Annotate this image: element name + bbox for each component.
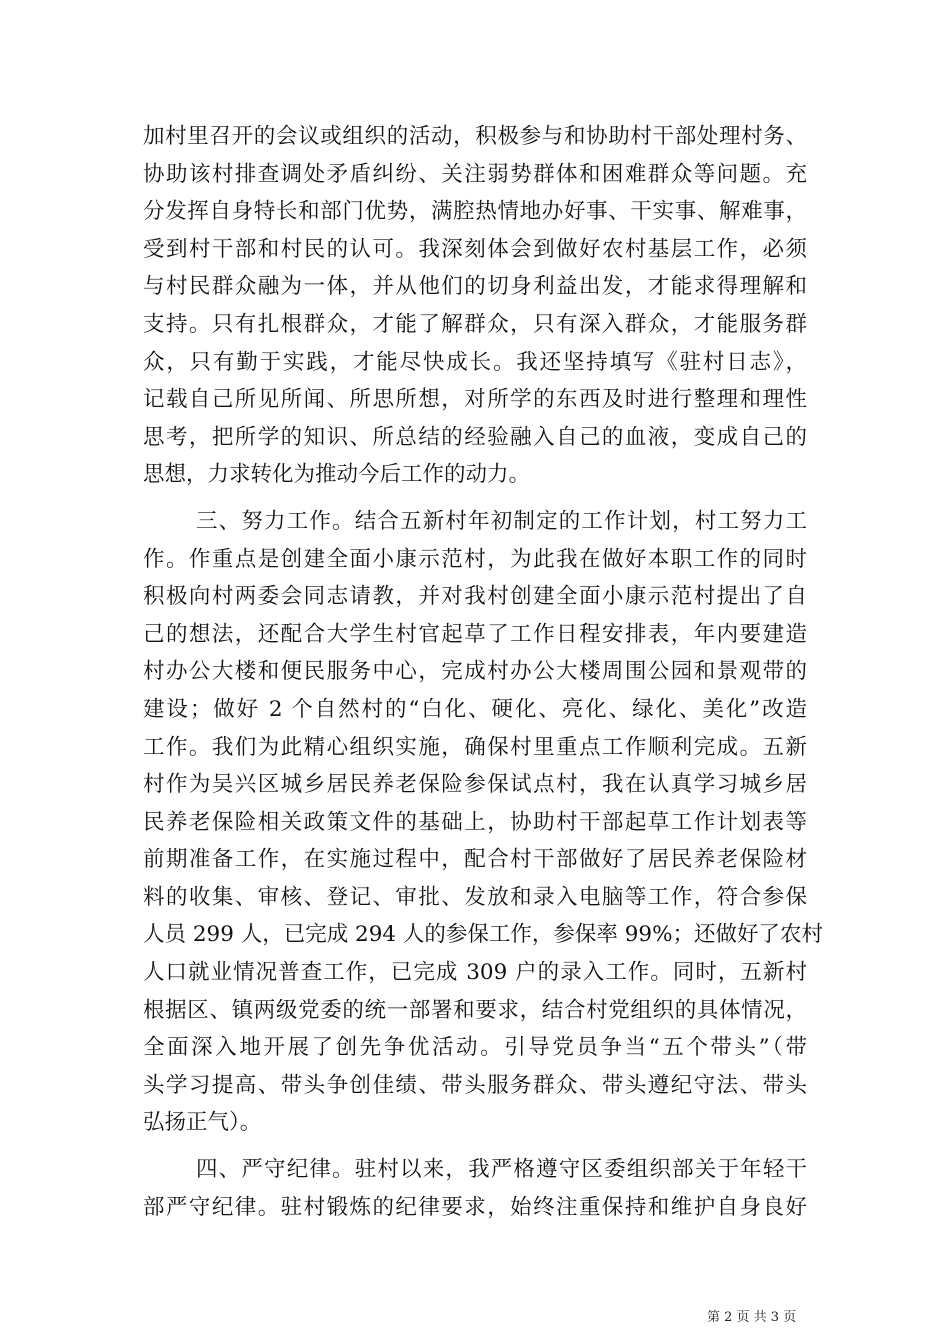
text-line: 思想，力求转化为推动今后工作的动力。 bbox=[143, 462, 531, 488]
text-line: 村办公大楼和便民服务中心，完成村办公大楼周围公园和景观带的 bbox=[143, 659, 807, 685]
text-line: 工作。我们为此精心组织实施，确保村里重点工作顺利完成。五新 bbox=[143, 734, 807, 760]
paragraph-3 bbox=[143, 1151, 807, 1226]
text-line: 己的想法，还配合大学生村官起草了工作日程安排表，年内要建造 bbox=[143, 621, 807, 647]
text-line: 人员 299 人，已完成 294 人的参保工作，参保率 99%；还做好了农村 bbox=[143, 922, 824, 948]
text-line: 头学习提高、带头争创佳绩、带头服务群众、带头遵纪守法、带头 bbox=[143, 1072, 807, 1098]
text-line: 前期准备工作，在实施过程中，配合村干部做好了居民养老保险材 bbox=[143, 847, 807, 873]
text-line: 作。作重点是创建全面小康示范村，为此我在做好本职工作的同时 bbox=[143, 546, 807, 572]
text-line: 三、努力工作。结合五新村年初制定的工作计划，村工努力工 bbox=[196, 508, 807, 534]
paragraph-1 bbox=[143, 118, 807, 494]
text-line: 全面深入地开展了创先争优活动。引导党员争当“五个带头”（带 bbox=[143, 1035, 807, 1061]
document-body bbox=[143, 118, 824, 1226]
text-line: 建设；做好 2 个自然村的“白化、硬化、亮化、绿化、美化”改造 bbox=[143, 696, 807, 722]
text-line: 人口就业情况普查工作，已完成 309 户的录入工作。同时，五新村 bbox=[143, 960, 807, 986]
text-line: 协助该村排查调处矛盾纠纷、关注弱势群体和困难群众等问题。充 bbox=[143, 161, 807, 187]
text-line: 弘扬正气）。 bbox=[143, 1110, 262, 1136]
text-line: 与村民群众融为一体，并从他们的切身利益出发，才能求得理解和 bbox=[143, 274, 807, 300]
text-line: 料的收集、审核、登记、审批、发放和录入电脑等工作，符合参保 bbox=[143, 884, 807, 910]
text-line: 四、严守纪律。驻村以来，我严格遵守区委组织部关于年轻干 bbox=[196, 1157, 807, 1183]
text-line: 加村里召开的会议或组织的活动，积极参与和协助村干部处理村务、 bbox=[143, 124, 807, 149]
text-line: 根据区、镇两级党委的统一部署和要求，结合村党组织的具体情况， bbox=[143, 997, 807, 1023]
text-line: 众，只有勤于实践，才能尽快成长。我还坚持填写《驻村日志》， bbox=[143, 349, 807, 375]
text-line: 支持。只有扎根群众，才能了解群众，只有深入群众，才能服务群 bbox=[143, 311, 807, 337]
text-line: 记载自己所见所闻、所思所想，对所学的东西及时进行整理和理性 bbox=[143, 387, 807, 413]
page-number-footer: 第 2 页 共 3 页 bbox=[707, 1310, 797, 1325]
paragraph-2 bbox=[143, 503, 824, 1142]
text-line: 积极向村两委会同志请教，并对我村创建全面小康示范村提出了自 bbox=[143, 584, 807, 610]
text-line: 民养老保险相关政策文件的基础上，协助村干部起草工作计划表等 bbox=[143, 809, 807, 835]
text-line: 部严守纪律。驻村锻炼的纪律要求，始终注重保持和维护自身良好 bbox=[143, 1194, 807, 1220]
text-line: 受到村干部和村民的认可。我深刻体会到做好农村基层工作，必须 bbox=[143, 236, 807, 262]
text-line: 思考，把所学的知识、所总结的经验融入自己的血液，变成自己的 bbox=[143, 424, 807, 450]
text-line: 村作为吴兴区城乡居民养老保险参保试点村，我在认真学习城乡居 bbox=[143, 772, 807, 798]
text-line: 分发挥自身特长和部门优势，满腔热情地办好事、干实事、解难事， bbox=[143, 199, 807, 225]
